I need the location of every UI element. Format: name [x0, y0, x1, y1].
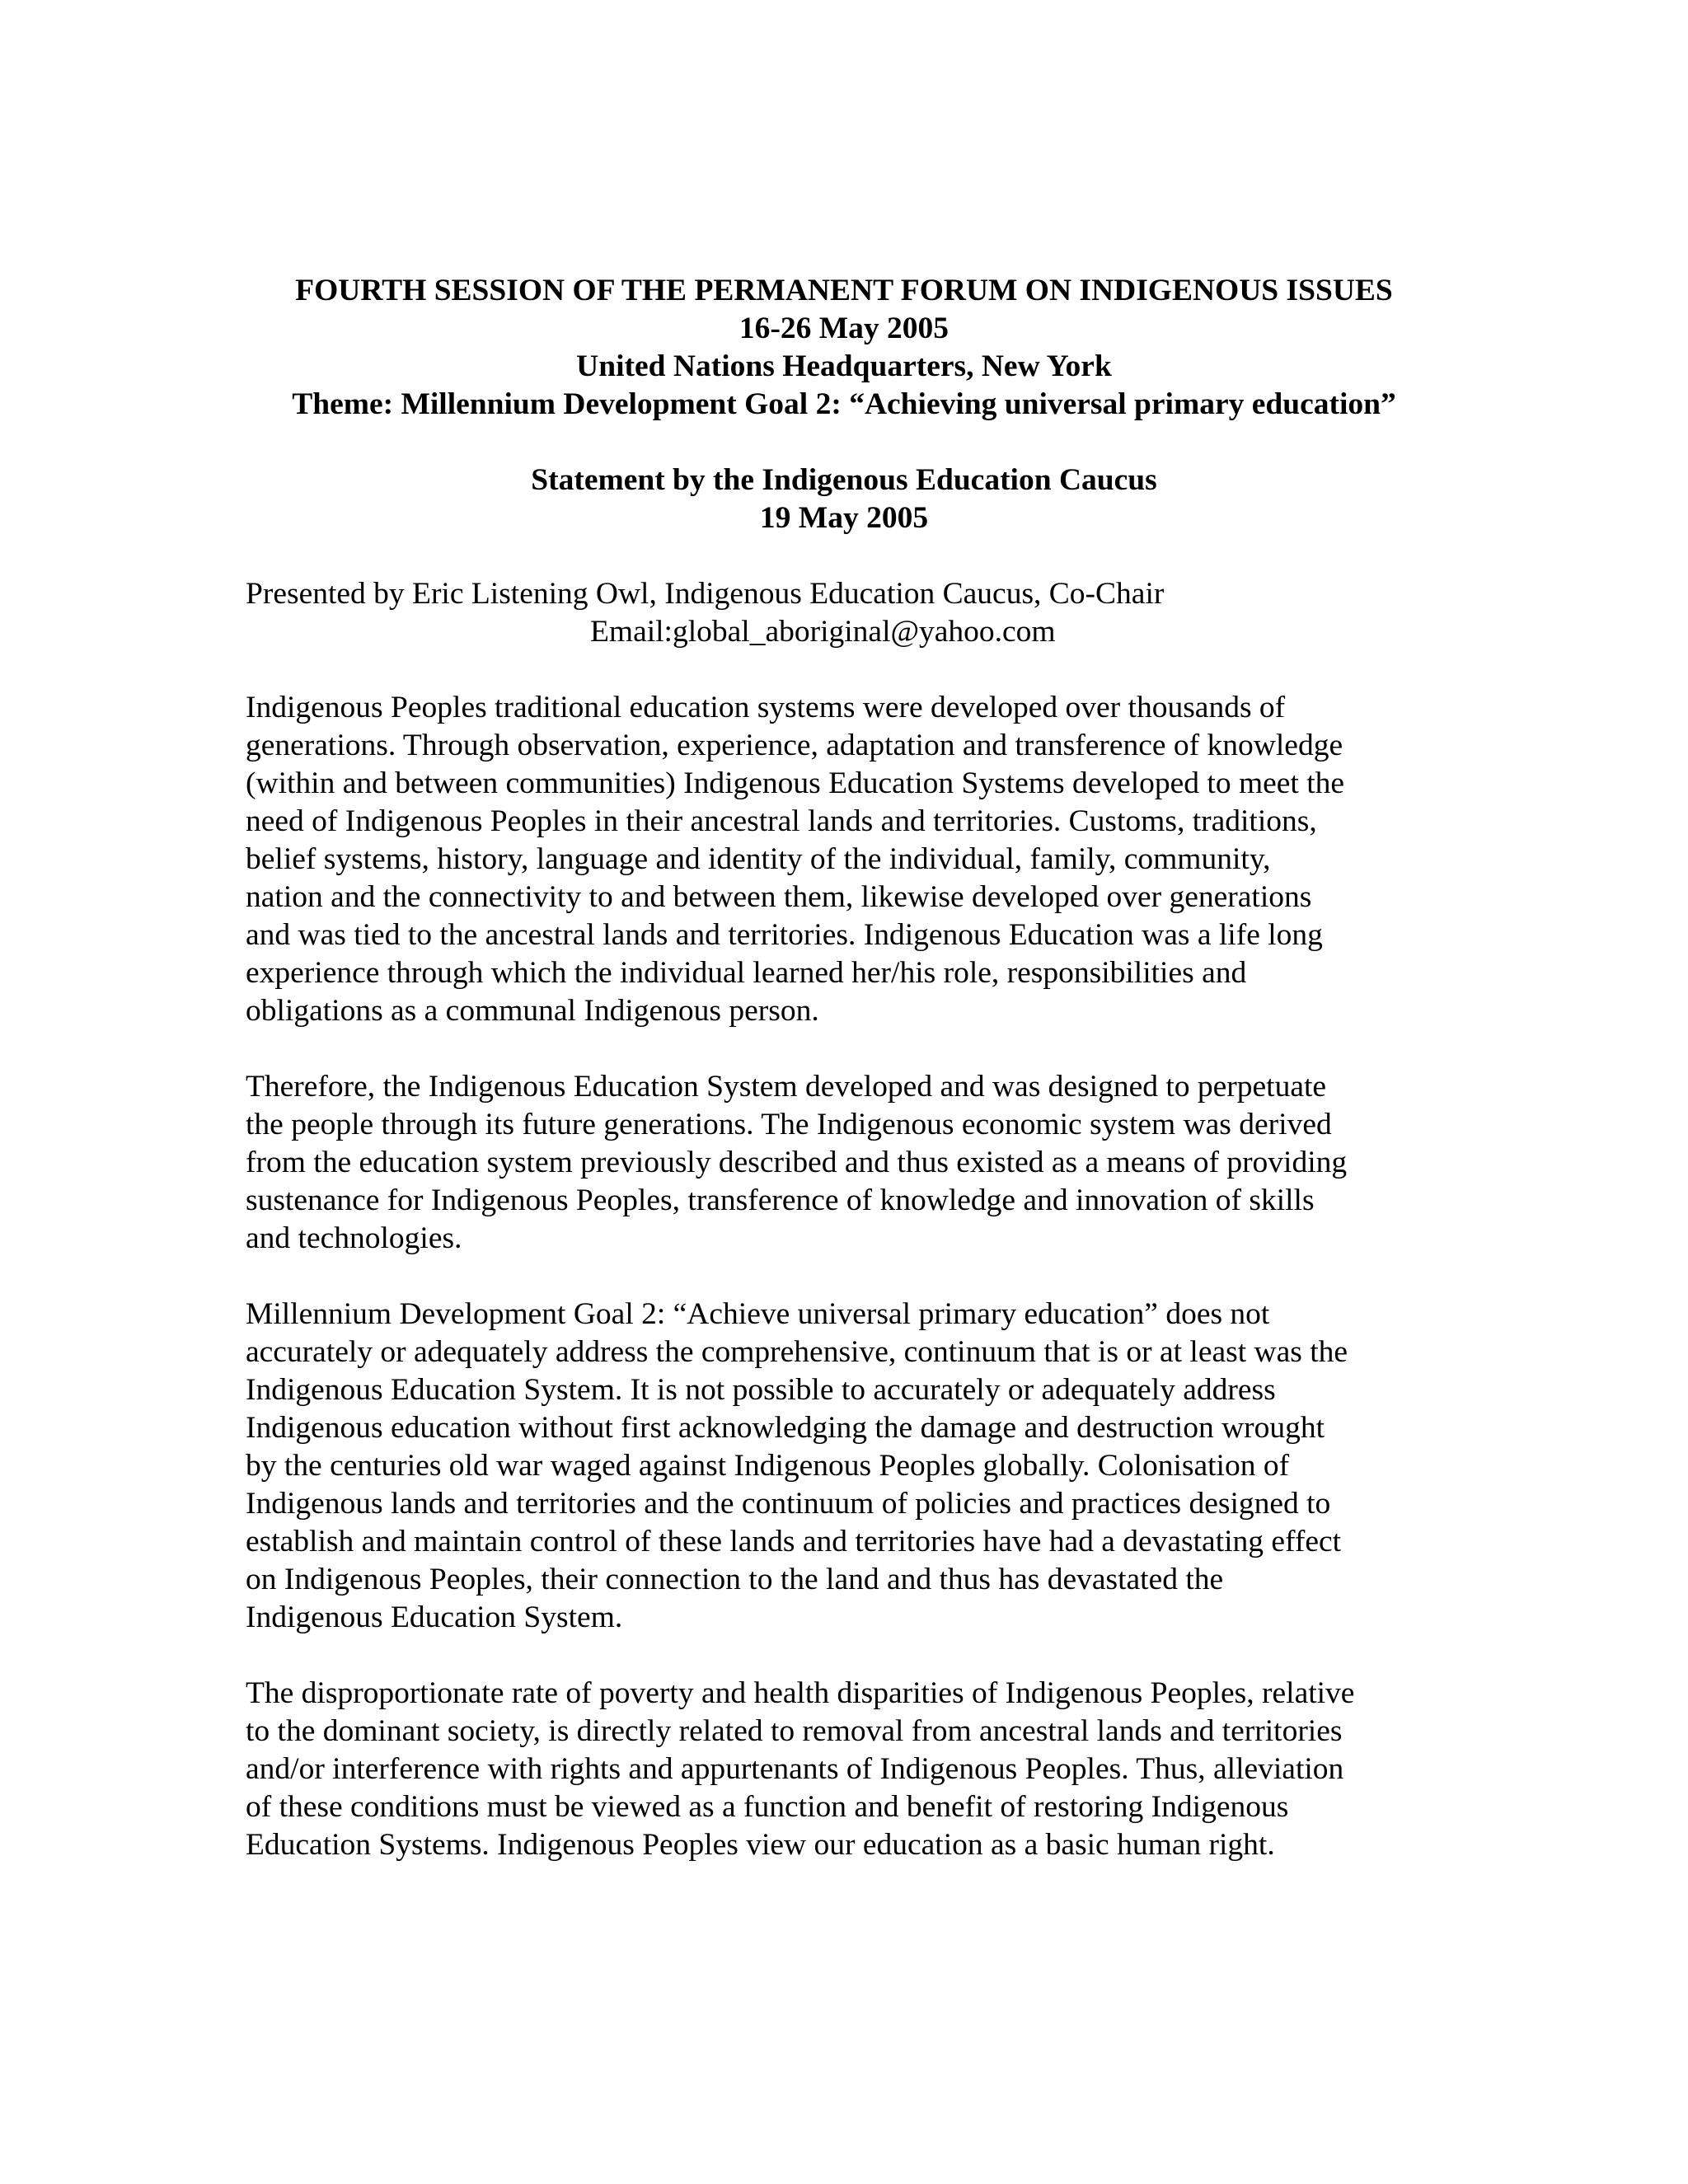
paragraph-line: Millennium Development Goal 2: “Achieve universal primary education” does not — [246, 1297, 1270, 1331]
statement-title: Statement by the Indigenous Education Caucus — [531, 463, 1157, 497]
statement-heading — [246, 462, 1442, 537]
paragraph-line: need of Indigenous Peoples in their ancestral lands and territories. Customs, traditions, — [246, 804, 1317, 838]
paragraph-line: on Indigenous Peoples, their connection to the land and thus has devastated the — [246, 1563, 1224, 1596]
paragraph-line: (within and between communities) Indigenous Education Systems developed to meet the — [246, 766, 1345, 800]
session-theme: Theme: Millennium Development Goal 2: “Achieving universal primary education” — [292, 387, 1396, 421]
presenter-block — [246, 575, 1442, 651]
paragraph-line: nation and the connectivity to and between them, likewise developed over generations — [246, 880, 1312, 914]
paragraph-line: sustenance for Indigenous Peoples, transference of knowledge and innovation of skills — [246, 1183, 1315, 1217]
document-header — [246, 272, 1442, 424]
paragraph-line: Indigenous Education System. It is not possible to accurately or adequately address — [246, 1373, 1276, 1407]
presenter-line: Presented by Eric Listening Owl, Indigenous Education Caucus, Co-Chair — [246, 577, 1165, 611]
paragraph-line: establish and maintain control of these lands and territories have had a devastating effect — [246, 1525, 1342, 1558]
paragraph-line: obligations as a communal Indigenous person. — [246, 994, 819, 1028]
paragraph-line: Indigenous education without first acknowledging the damage and destruction wrought — [246, 1411, 1325, 1445]
paragraph-line: from the education system previously described and thus existed as a means of providing — [246, 1146, 1348, 1179]
paragraph-line: and was tied to the ancestral lands and territories. Indigenous Education was a life long — [246, 918, 1323, 952]
paragraph-1 — [246, 689, 1442, 1030]
statement-date: 19 May 2005 — [759, 501, 929, 535]
document-page — [246, 272, 1442, 1864]
paragraph-line: by the centuries old war waged against Indigenous Peoples globally. Colonisation of — [246, 1449, 1290, 1483]
session-dates: 16-26 May 2005 — [738, 312, 950, 345]
paragraph-line: Indigenous lands and territories and the continuum of policies and practices designed to — [246, 1487, 1331, 1521]
paragraph-line: The disproportionate rate of poverty and health disparities of Indigenous Peoples, relative — [246, 1676, 1355, 1710]
paragraph-line: Indigenous Education System. — [246, 1601, 623, 1634]
paragraph-line: Education Systems. Indigenous Peoples view our education as a basic human right. — [246, 1828, 1275, 1862]
paragraph-line: and technologies. — [246, 1221, 462, 1255]
presenter-email: Email:global_aboriginal@yahoo.com — [590, 615, 1056, 649]
paragraph-line: of these conditions must be viewed as a function and benefit of restoring Indigenous — [246, 1790, 1289, 1824]
paragraph-line: Therefore, the Indigenous Education System developed and was designed to perpetuate — [246, 1070, 1327, 1104]
paragraph-line: and/or interference with rights and appurtenants of Indigenous Peoples. Thus, alleviation — [246, 1752, 1344, 1786]
paragraph-2 — [246, 1068, 1442, 1258]
paragraph-line: generations. Through observation, experience, adaptation and transference of knowledge — [246, 729, 1343, 762]
paragraph-3 — [246, 1296, 1442, 1637]
paragraph-line: the people through its future generations. The Indigenous economic system was derived — [246, 1108, 1332, 1141]
paragraph-line: belief systems, history, language and identity of the individual, family, community, — [246, 842, 1271, 876]
paragraph-line: Indigenous Peoples traditional education systems were developed over thousands of — [246, 691, 1286, 724]
session-location: United Nations Headquarters, New York — [576, 349, 1112, 383]
paragraph-line: experience through which the individual learned her/his role, responsibilities and — [246, 956, 1247, 990]
paragraph-4 — [246, 1675, 1442, 1864]
session-title: FOURTH SESSION OF THE PERMANENT FORUM ON INDIGENOUS ISSUES — [295, 274, 1393, 307]
paragraph-line: to the dominant society, is directly related to removal from ancestral lands and territories — [246, 1714, 1343, 1748]
paragraph-line: accurately or adequately address the comprehensive, continuum that is or at least was the — [246, 1335, 1348, 1369]
